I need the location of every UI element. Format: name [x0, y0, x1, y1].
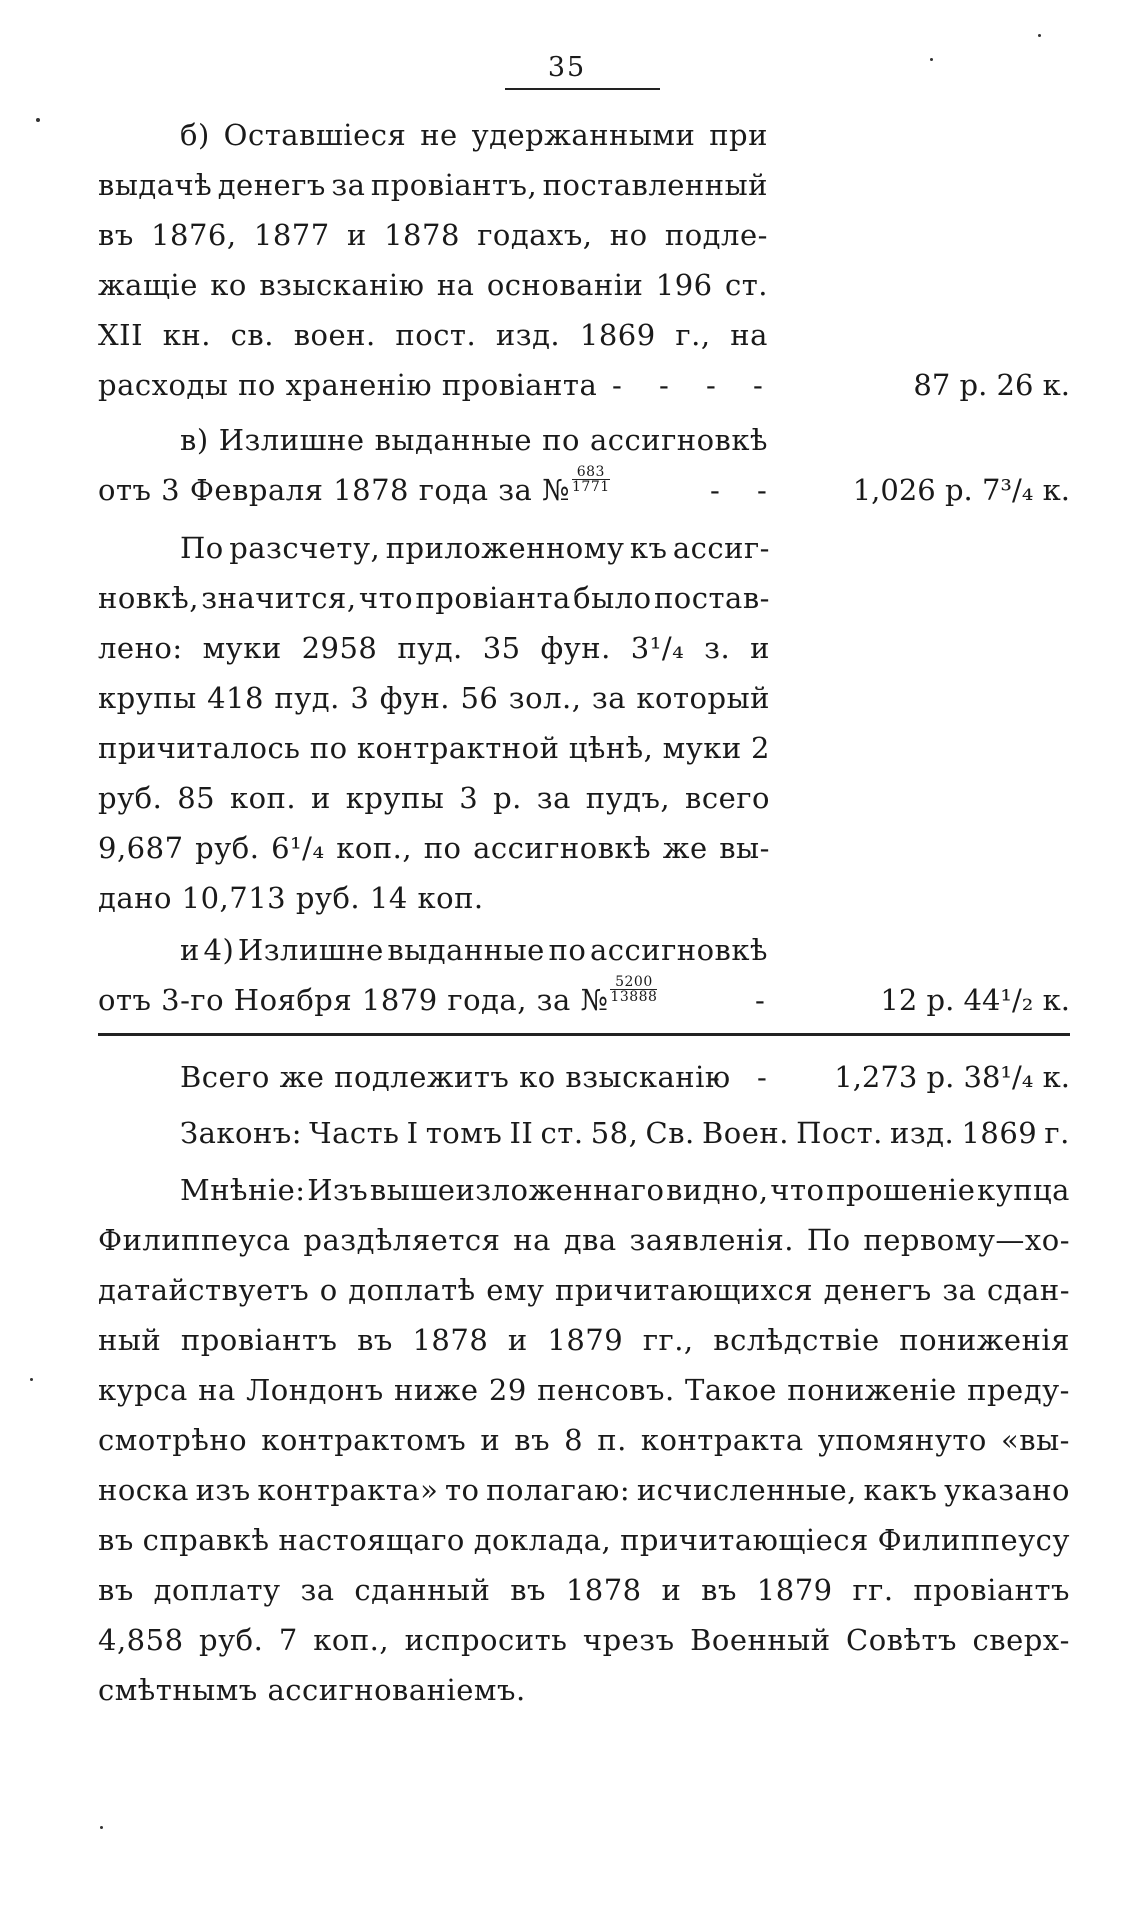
word: денегъ [823, 1273, 932, 1307]
word: 1879 [547, 1323, 624, 1357]
scan-speck [930, 58, 933, 61]
word: п. [597, 1423, 627, 1457]
word: б) [180, 118, 210, 152]
word: подле- [664, 218, 768, 252]
word: 1878 [412, 1323, 489, 1357]
word: изд. [495, 318, 561, 352]
word: выдачѣ [98, 168, 213, 202]
word: г. [1044, 1116, 1070, 1150]
word: датайствуетъ [98, 1273, 310, 1307]
word: на [730, 318, 768, 352]
word: ассиг- [672, 531, 770, 565]
word: ный [98, 1323, 162, 1357]
word: купца [977, 1173, 1070, 1207]
paragraph-line-text: отъ 3 Февраля 1878 года за № [98, 473, 570, 507]
fraction-numerator: 5200 [610, 975, 657, 990]
word: и [310, 781, 331, 815]
word: коп., [336, 831, 413, 865]
word: пуд. [397, 631, 463, 665]
scan-speck [36, 118, 40, 122]
paragraph-line [98, 523, 770, 573]
word: сданный [354, 1573, 491, 1607]
paragraph-line [98, 573, 770, 623]
paragraph-line-text: отъ 3-го Ноября 1879 года, за № [98, 983, 609, 1017]
word: воен. [293, 318, 376, 352]
word: удержанными [471, 118, 696, 152]
word: въ [98, 1573, 134, 1607]
word: фун. [379, 681, 451, 715]
word: чрезъ [582, 1623, 675, 1657]
word: 3¹/₄ [630, 631, 685, 665]
word: смотрѣно [98, 1423, 248, 1457]
law-reference [98, 1108, 1070, 1158]
word: р. [493, 781, 522, 815]
word: контрактомъ [261, 1423, 467, 1457]
word: же [662, 831, 708, 865]
word: Мнѣнiе: [180, 1173, 306, 1207]
word: новкѣ, [98, 581, 199, 615]
word: годахъ, [477, 218, 593, 252]
total-amount: 1,273 р. 38¹/₄ к. [834, 1060, 1070, 1094]
word: за [942, 1273, 977, 1307]
paragraph-line [98, 1615, 1070, 1665]
word: кн. [162, 318, 211, 352]
paragraph-line: дано 10,713 руб. 14 коп. [98, 881, 484, 915]
word: заявленiя. [629, 1223, 794, 1257]
paragraph-line: смѣтнымъ ассигнованiемъ. [98, 1673, 526, 1707]
word: и [507, 1323, 528, 1357]
word: 3 [350, 681, 370, 715]
scan-speck [100, 1826, 103, 1829]
paragraph-line [98, 1565, 1070, 1615]
word: въ [98, 218, 134, 252]
word: гг. [852, 1573, 894, 1607]
word: Оставшiеся [223, 118, 407, 152]
word: Военный [690, 1623, 831, 1657]
word: 6¹/₄ [271, 831, 325, 865]
word: что [358, 581, 414, 615]
word: при [709, 118, 768, 152]
word: разсчету, [229, 531, 381, 565]
word: по [548, 933, 587, 967]
word: по [309, 731, 348, 765]
word: лено: [98, 631, 183, 665]
word: 1876, [151, 218, 237, 252]
total-line [98, 1052, 731, 1102]
word: 4) [203, 933, 235, 967]
word: о [319, 1273, 338, 1307]
word: пониженiе [787, 1373, 957, 1407]
word: руб. [195, 831, 260, 865]
paragraph-line [98, 465, 768, 515]
word: видно, [666, 1173, 769, 1207]
paragraph-line [98, 260, 768, 310]
word: Воен. [701, 1116, 789, 1150]
word: выданные [374, 423, 533, 457]
word: 1878 [384, 218, 460, 252]
word: провiантъ, [370, 168, 538, 202]
word: 58, [590, 1116, 639, 1150]
word: за [536, 781, 571, 815]
word: постав- [653, 581, 770, 615]
amount-b: 87 р. 26 к. [913, 368, 1070, 402]
paragraph-line [98, 110, 768, 160]
word: 29 [488, 1373, 527, 1407]
word: цѣнѣ, [568, 731, 654, 765]
word: на [436, 268, 475, 302]
leader-dashes: - [755, 983, 779, 1017]
word: 2 [751, 731, 770, 765]
word: и [661, 1573, 682, 1607]
word: 1869 [961, 1116, 1038, 1150]
paragraph-line [98, 773, 770, 823]
word: коп., [313, 1623, 390, 1657]
word: въ [98, 1523, 134, 1557]
word: изъ [195, 1473, 251, 1507]
word: причитающихся [555, 1273, 814, 1307]
word: сдан- [986, 1273, 1070, 1307]
word: 1869 [579, 318, 656, 352]
word: Совѣтъ [846, 1623, 958, 1657]
word: вышеизложеннаго [369, 1173, 665, 1207]
word: въ [510, 1573, 546, 1607]
word: полагаю: [486, 1473, 631, 1507]
word: 8 [564, 1423, 584, 1457]
amount-4: 12 р. 44¹/₂ к. [880, 983, 1070, 1017]
word: вы- [719, 831, 770, 865]
paragraph-line: расходы по храненiю провiанта [98, 368, 598, 402]
paragraph-line [98, 1215, 1070, 1265]
law-line [98, 1108, 1070, 1158]
paragraph-line [98, 623, 770, 673]
word: провiантъ [180, 1323, 338, 1357]
word: II [509, 1116, 534, 1150]
word: исчисленные, [636, 1473, 857, 1507]
word: ст. [724, 268, 768, 302]
paragraph-line [98, 1365, 1070, 1415]
word: и [750, 631, 770, 665]
word: ассигновкѣ [589, 423, 768, 457]
word: 9,687 [98, 831, 184, 865]
word: 418 [207, 681, 264, 715]
word: причитающiеся [620, 1523, 869, 1557]
word: пуд. [274, 681, 340, 715]
word: 7 [278, 1623, 298, 1657]
word: 1878 [565, 1573, 642, 1607]
paragraph-line [98, 673, 770, 723]
paragraph-line [98, 925, 768, 975]
word: в) [180, 423, 209, 457]
word: доплатѣ [348, 1273, 476, 1307]
word: приложенному [385, 531, 625, 565]
leader-dashes: - - [710, 473, 781, 507]
word: томъ [425, 1116, 503, 1150]
word: контрактной [356, 731, 560, 765]
assignment-number-fraction [572, 465, 610, 515]
word: на [198, 1373, 236, 1407]
word: за [300, 1573, 335, 1607]
opinion-paragraph [98, 1165, 1070, 1715]
word: ассигновкѣ [589, 933, 768, 967]
word: вслѣдствiе [713, 1323, 880, 1357]
word: причиталось [98, 731, 301, 765]
word: пудъ, [585, 781, 671, 815]
scan-speck [1038, 34, 1041, 37]
assignment-number-fraction [610, 975, 657, 1025]
paragraph-line [98, 210, 768, 260]
word: въ [514, 1423, 551, 1457]
word: и [346, 218, 367, 252]
word: коп. [229, 781, 297, 815]
word: фун. [540, 631, 611, 665]
word: ниже [394, 1373, 479, 1407]
word: Пост. [796, 1116, 883, 1150]
word: Часть [309, 1116, 400, 1150]
word: что [770, 1173, 825, 1207]
paragraph-line [98, 1315, 1070, 1365]
word: Изъ [307, 1173, 369, 1207]
word: не [420, 118, 458, 152]
word: на [513, 1223, 551, 1257]
word: и [480, 1423, 501, 1457]
paragraph-calculation [98, 523, 770, 923]
word: значится, [201, 581, 357, 615]
word: преду- [967, 1373, 1070, 1407]
word: контракта» [257, 1473, 439, 1507]
scan-speck [30, 1378, 33, 1381]
word: сверх- [972, 1623, 1070, 1657]
page-number: 35 [547, 52, 587, 83]
word: провiанта [415, 581, 571, 615]
word: Лондонъ [246, 1373, 384, 1407]
word: провiантъ [913, 1573, 1070, 1607]
word: ему [486, 1273, 545, 1307]
word: доплату [153, 1573, 281, 1607]
fraction-denominator: 13888 [610, 989, 658, 1005]
paragraph-line [98, 160, 768, 210]
word: XII [98, 318, 144, 352]
word: 2958 [301, 631, 378, 665]
word: выданные [387, 933, 545, 967]
word: «вы- [1001, 1423, 1070, 1457]
word: 56 [460, 681, 499, 715]
word: крупы [98, 681, 197, 715]
word: 1879 [756, 1573, 833, 1607]
word: муки [202, 631, 282, 665]
word: по [423, 831, 462, 865]
paragraph-4 [98, 925, 768, 1025]
word: настоящаго [278, 1523, 465, 1557]
paragraph-v [98, 415, 768, 515]
word: взысканiю [259, 268, 425, 302]
word: пониженiя [899, 1323, 1070, 1357]
word: пенсовъ. [537, 1373, 675, 1407]
word: было [573, 581, 652, 615]
word: всего [685, 781, 770, 815]
word: ассигновкѣ [473, 831, 652, 865]
word: Такое [685, 1373, 777, 1407]
word: крупы [345, 781, 445, 815]
word: основанiи [486, 268, 644, 302]
word: по [542, 423, 580, 457]
word: къ [629, 531, 668, 565]
word: жащiе [98, 268, 198, 302]
paragraph-line [98, 723, 770, 773]
word: 1877 [253, 218, 330, 252]
word: и [180, 933, 200, 967]
word: денегъ [217, 168, 326, 202]
word: упомянуто [817, 1423, 987, 1457]
word: ко [210, 268, 247, 302]
word: какъ [863, 1473, 938, 1507]
paragraph-line [98, 1165, 1070, 1215]
word: изд. [890, 1116, 955, 1150]
word: Излишне [218, 423, 365, 457]
paragraph-line [98, 823, 770, 873]
word: пост. [395, 318, 477, 352]
word: гг., [642, 1323, 694, 1357]
word: По [180, 531, 224, 565]
word: первому—хо- [863, 1223, 1070, 1257]
paragraph-line [98, 1415, 1070, 1465]
paragraph-line [98, 415, 768, 465]
word: По [806, 1223, 851, 1257]
word: контракта [640, 1423, 804, 1457]
total-rule [98, 1033, 1070, 1036]
word: 35 [482, 631, 521, 665]
word: I [406, 1116, 419, 1150]
word: Излишне [237, 933, 384, 967]
word: прошенiе [826, 1173, 976, 1207]
word: зол., [508, 681, 582, 715]
word: 196 [655, 268, 713, 302]
word: ст. [540, 1116, 584, 1150]
fraction-denominator: 1771 [572, 479, 610, 495]
word: Филиппеусу [877, 1523, 1070, 1557]
leader-dashes: - - - - [612, 368, 777, 402]
word: доклада, [473, 1523, 612, 1557]
word: два [563, 1223, 617, 1257]
word: з. [704, 631, 731, 665]
word: Филиппеуса [98, 1223, 291, 1257]
word: курса [98, 1373, 188, 1407]
amount-v: 1,026 р. 7³/₄ к. [852, 473, 1070, 507]
word: но [609, 218, 648, 252]
leader-dashes: - - [710, 1060, 781, 1094]
word: въ [701, 1573, 737, 1607]
word: 85 [177, 781, 216, 815]
page-number-rule [505, 88, 660, 90]
word: муки [662, 731, 742, 765]
word: указано [944, 1473, 1070, 1507]
word: поставленный [542, 168, 768, 202]
word: испросить [404, 1623, 568, 1657]
word: за [331, 168, 366, 202]
word: раздѣляется [303, 1223, 501, 1257]
word: 4,858 [98, 1623, 184, 1657]
word: то [445, 1473, 480, 1507]
paragraph-line [98, 975, 768, 1025]
word: Законъ: [180, 1116, 302, 1150]
word: руб. [98, 781, 163, 815]
word: который [636, 681, 770, 715]
paragraph-line [98, 1265, 1070, 1315]
word: св. [230, 318, 274, 352]
word: за [591, 681, 626, 715]
word: 3 [459, 781, 479, 815]
paragraph-line [98, 1515, 1070, 1565]
fraction-numerator: 683 [572, 465, 610, 480]
word: руб. [199, 1623, 264, 1657]
word: въ [357, 1323, 393, 1357]
paragraph-line [98, 310, 768, 360]
word: г., [675, 318, 711, 352]
paragraph-line [98, 1465, 1070, 1515]
total-label: Всего же подлежитъ ко взысканiю [180, 1060, 731, 1094]
word: справкѣ [142, 1523, 270, 1557]
word: Св. [645, 1116, 695, 1150]
word: носка [98, 1473, 189, 1507]
